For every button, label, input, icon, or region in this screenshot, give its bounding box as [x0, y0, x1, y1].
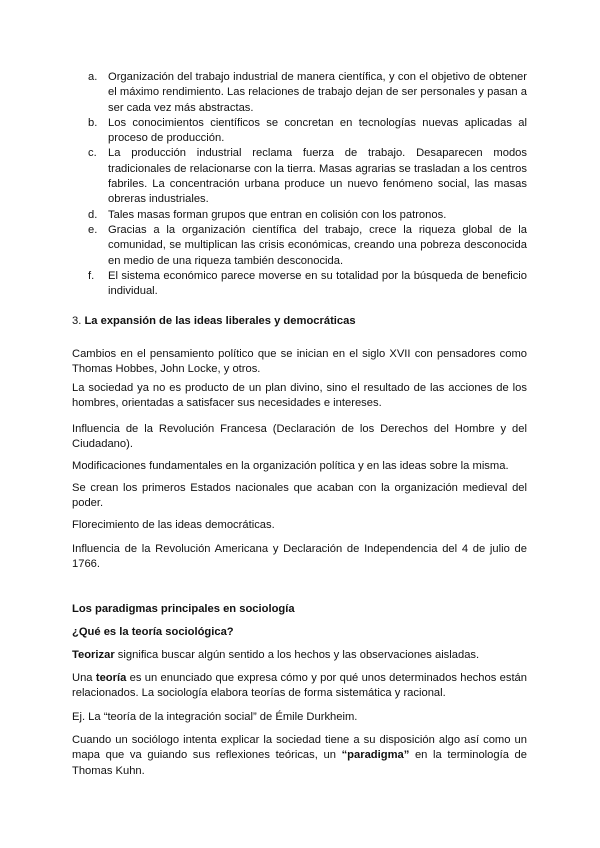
paragraph [72, 733, 527, 779]
term-paradigma: “paradigma” [341, 749, 410, 762]
list-marker: b. [88, 116, 98, 129]
paragraph-text: Una [72, 672, 96, 684]
paragraph: Influencia de la Revolución Americana y Declaración de Independencia del 4 de julio de 1766. [72, 543, 527, 571]
numbered-list [88, 70, 527, 299]
paragraph: Florecimiento de las ideas democráticas. [72, 519, 275, 531]
list-item-text: La producción industrial reclama fuerza de trabajo. Desaparecen modos tradicionales de relacionarse con la tierra. Masas agrarias se trasladan a los centros fabriles. La concentración urbana produce un nuevo fenómeno social, las masas obreras industriales. [108, 147, 527, 206]
paragraph: Ej. La “teoría de la integración social” de Émile Durkheim. [72, 711, 358, 723]
list-item-text: Gracias a la organización científica del trabajo, crece la riqueza global de la comunidad, se multiplican las crisis económicas, creando una pobreza desconocida en medio de una riqueza también desconocida. [108, 223, 527, 267]
list-item [88, 208, 527, 223]
paragraph: La sociedad ya no es producto de un plan divino, sino el resultado de las acciones de los hombres, orientadas a satisfacer sus necesidades e intereses. [72, 382, 527, 410]
list-item-text: Organización del trabajo industrial de manera científica, y con el objetivo de obtener el máximo rendimiento. Las relaciones de trabajo dejan de ser personales y pasan a ser cada vez más abstractas. [108, 71, 527, 114]
list-item-text: Tales masas forman grupos que entran en colisión con los patronos. [108, 208, 447, 221]
section-heading [72, 314, 532, 329]
paragraph-text: Cuando un sociólogo intenta explicar la sociedad tiene a su disposición algo así como un mapa que va guiando sus reflexiones teóricas, un [72, 734, 527, 762]
paragraph: Cambios en el pensamiento político que se inician en el siglo XVII con pensadores como Thomas Hobbes, John Locke, y otros. [72, 348, 527, 376]
list-item [88, 116, 527, 147]
paragraph-text: significa buscar algún sentido a los hechos y las observaciones aisladas. [114, 649, 480, 661]
list-item [88, 70, 527, 116]
paragraph [72, 671, 527, 702]
paragraph: Influencia de la Revolución Francesa (Declaración de los Derechos del Hombre y del Ciudadano). [72, 423, 527, 451]
term-teorizar: Teorizar [72, 649, 115, 661]
paragraph-text: es un enunciado que expresa cómo y por qué unos determinados hechos están relacionados. La sociología elabora teorías de forma sistemática y racional. [72, 672, 527, 700]
list-marker: d. [88, 208, 98, 221]
term-teoria: teoría [95, 672, 127, 684]
list-marker: a. [88, 71, 98, 83]
paragraph: Modificaciones fundamentales en la organización política y en las ideas sobre la misma. [72, 460, 509, 472]
section-number: 3. [72, 315, 82, 327]
subheading-question: ¿Qué es la teoría sociológica? [72, 626, 234, 638]
list-item [88, 269, 527, 300]
list-item-text: Los conocimientos científicos se concretan en tecnologías nuevas aplicadas al proceso de producción. [108, 116, 527, 145]
list-item [88, 223, 527, 269]
paragraph [72, 648, 527, 663]
list-item [88, 146, 527, 207]
paragraph: Se crean los primeros Estados nacionales que acaban con la organización medieval del poder. [72, 482, 527, 510]
list-marker: e. [88, 223, 98, 236]
paragraph-text: en la terminología de Thomas Kuhn. [72, 749, 528, 777]
list-marker: c. [88, 147, 97, 160]
list-marker: f. [88, 269, 95, 282]
section-title: La expansión de las ideas liberales y democráticas [84, 315, 356, 327]
section-heading: Los paradigmas principales en sociología [72, 603, 295, 615]
list-item-text: El sistema económico parece moverse en su totalidad por la búsqueda de beneficio individual. [108, 269, 527, 298]
